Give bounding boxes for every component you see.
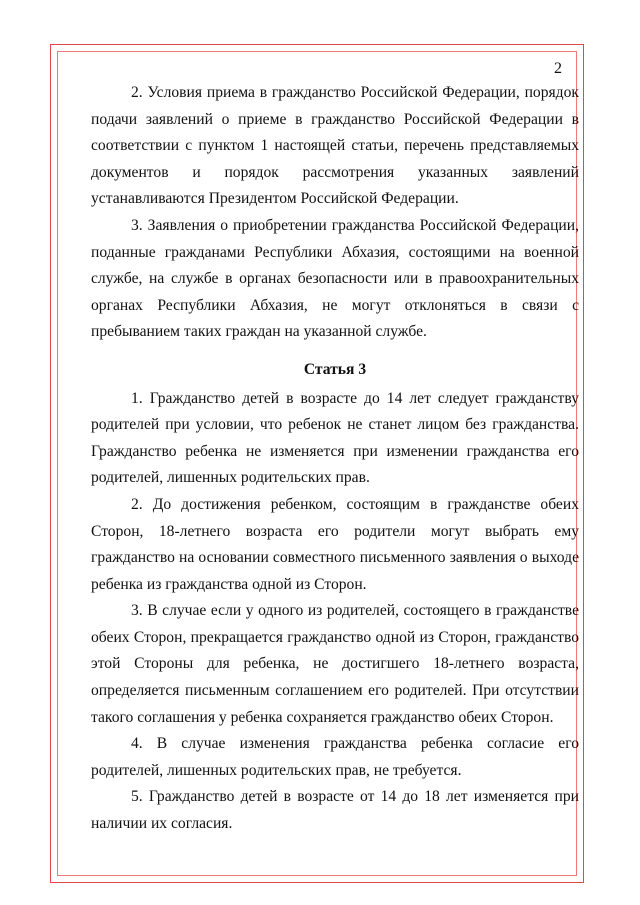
paragraph-article3-item1: 1. Гражданство детей в возрасте до 14 лет следует гражданству родителей при условии, что ребенок не станет лицом без гражданства. Гражданство ребенка не изменяется при изменении гражданства его родителей, лишенных родительских прав.	[91, 389, 579, 487]
document-body	[91, 80, 579, 838]
paragraph-article3-item3: 3. В случае если у одного из родителей, состоящего в гражданстве обеих Сторон, прекращается гражданство одной из Сторон, гражданство этой Стороны для ребенка, не достигшего 18-летнего возраста, определяется письменным соглашением его родителей. При отсутствии такого соглашения у ребенка сохраняется гражданство обеих Сторон.	[91, 602, 579, 726]
paragraph-article2-item3: 3. Заявления о приобретении гражданства Российской Федерации, поданные гражданами Республики Абхазия, состоящими на военной службе, на службе в органах безопасности или в правоохранительных органах Республики Абхазия, не могут отклоняться в связи с пребыванием таких граждан на указанной службе.	[91, 216, 579, 341]
paragraph-article2-item2: 2. Условия приема в гражданство Российской Федерации, порядок подачи заявлений о приеме в гражданство Российской Федерации в соответствии с пунктом 1 настоящей статьи, перечень представляемых документов и порядок рассмотрения указанных заявлений устанавливаются Президентом Российской Федерации.	[91, 84, 579, 208]
article-heading: Статья 3	[303, 360, 367, 378]
paragraph-article3-item4: 4. В случае изменения гражданства ребенка согласие его родителей, лишенных родительских прав, не требуется.	[91, 735, 579, 779]
paragraph-article3-item5: 5. Гражданство детей в возрасте от 14 до 18 лет изменяется при наличии их согласия.	[91, 788, 579, 833]
page-number: 2	[554, 60, 562, 77]
paragraph-article3-item2: 2. До достижения ребенком, состоящим в гражданстве обеих Сторон, 18-летнего возраста его родители могут выбрать ему гражданство на основании совместного письменного заявления о выходе ребенка из гражданства одной из Сторон.	[91, 495, 579, 593]
